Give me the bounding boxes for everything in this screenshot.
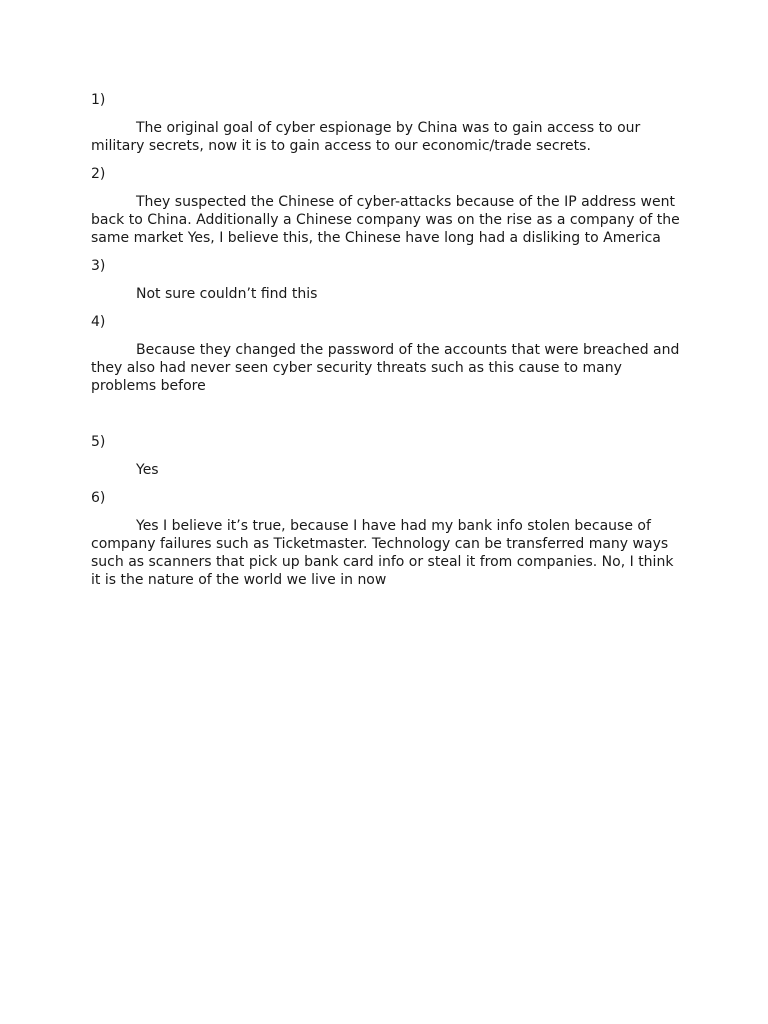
- question-number: 2): [91, 166, 106, 182]
- answer-text: They suspected the Chinese of cyber-attacks because of the IP address went back to China. Additionally a Chinese company was on the rise as a company of the same market Yes, I believe this, the Chinese have long had a disliking to America: [91, 194, 680, 246]
- blank-paragraph: [91, 405, 681, 433]
- answer-text: The original goal of cyber espionage by China was to gain access to our military secrets, now it is to gain access to our economic/trade secrets.: [91, 120, 641, 154]
- question-number: 5): [91, 434, 106, 450]
- question-number: 3): [91, 258, 106, 274]
- question-number: 4): [91, 314, 106, 330]
- question-number: 6): [91, 490, 106, 506]
- answer-text: Not sure couldn’t find this: [136, 286, 318, 302]
- answer-text: Yes: [136, 462, 159, 478]
- answer-text: Because they changed the password of the accounts that were breached and they also had never seen cyber security threats such as this cause to many problems before: [91, 342, 680, 394]
- question-number: 1): [91, 92, 106, 108]
- answer-text: Yes I believe it’s true, because I have had my bank info stolen because of company failures such as Ticketmaster. Technology can be transferred many ways such as scanners that pick up bank card info or steal it from companies. No, I think it is the nature of the world we live in now: [91, 518, 674, 588]
- document-body: [91, 91, 681, 599]
